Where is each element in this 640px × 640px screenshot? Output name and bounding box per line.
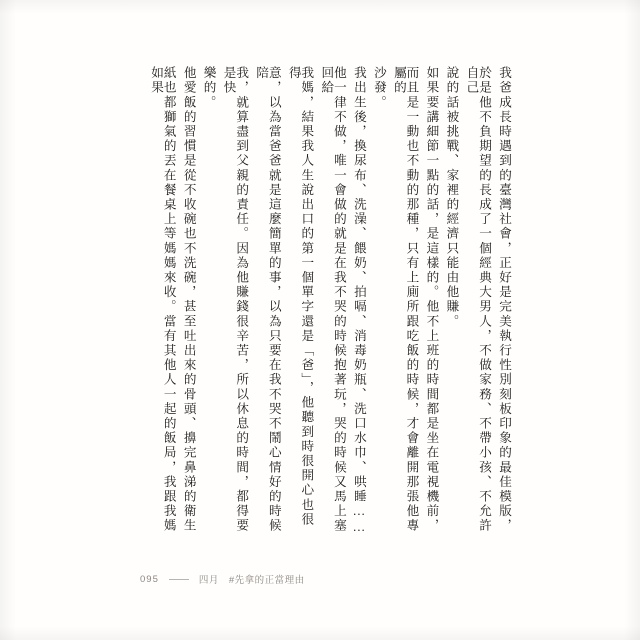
text-column: 我，就算盡到父親的責任。因為他賺錢很辛苦，所以休息的時間，都得要是快 [221,66,249,534]
text-column: 我媽，結果我人生說出口的第一個單字還是「爸」，他聽到時很開心也很得 [286,66,314,527]
text-column: 沙發。 [371,66,386,110]
footer-divider [169,579,189,580]
text-column: 於是他不負期望的長成了一個經典大男人，不做家務、不帶小孩、不允許自己 [464,66,492,534]
text-column: 他愛飯的習慣是從不收碗也不洗碗，甚至吐出來的骨頭、擤完鼻涕的衛生 [181,66,196,534]
page-number: 095 [140,573,159,585]
text-column: 我爸成長時遇到的臺灣社會，正好是完美執行性別刻板印象的最佳模版， [497,66,511,534]
footer-month: 四月 [198,575,219,586]
vertical-text-body [140,66,510,536]
text-column: 樂的。 [201,66,216,110]
footer-chapter-title: #先拿的正當理由 [228,575,305,586]
text-column: 說的話被挑戰、家裡的經濟只能由他賺。 [444,66,459,329]
text-column: 如果要講細節一點的話，是這樣的。他不上班的時間都是坐在電視機前， [424,66,439,534]
page-footer [140,572,510,586]
text-column: 紙也都獅氣的丟在餐桌上等媽媽來收。當有其他人一起的飯局，我跟我媽如果 [149,66,176,534]
text-column: 我出生後，換尿布、洗澡、餵奶、拍嗝、消毒奶瓶、洗口水巾、哄睡…… [351,66,366,536]
text-column: 意，以為當爸爸就是這麼簡單的事，以為只要在我不哭不鬧心情好的時候陪 [254,66,281,534]
text-column: 他一律不做，唯一會做的就是在我不哭的時候抱著玩，哭的時候又馬上塞回給 [319,66,346,534]
text-column: 而且是一動也不動的那種，只有上廁所跟吃飯的時候，才會離開那張他專屬的 [391,66,419,534]
